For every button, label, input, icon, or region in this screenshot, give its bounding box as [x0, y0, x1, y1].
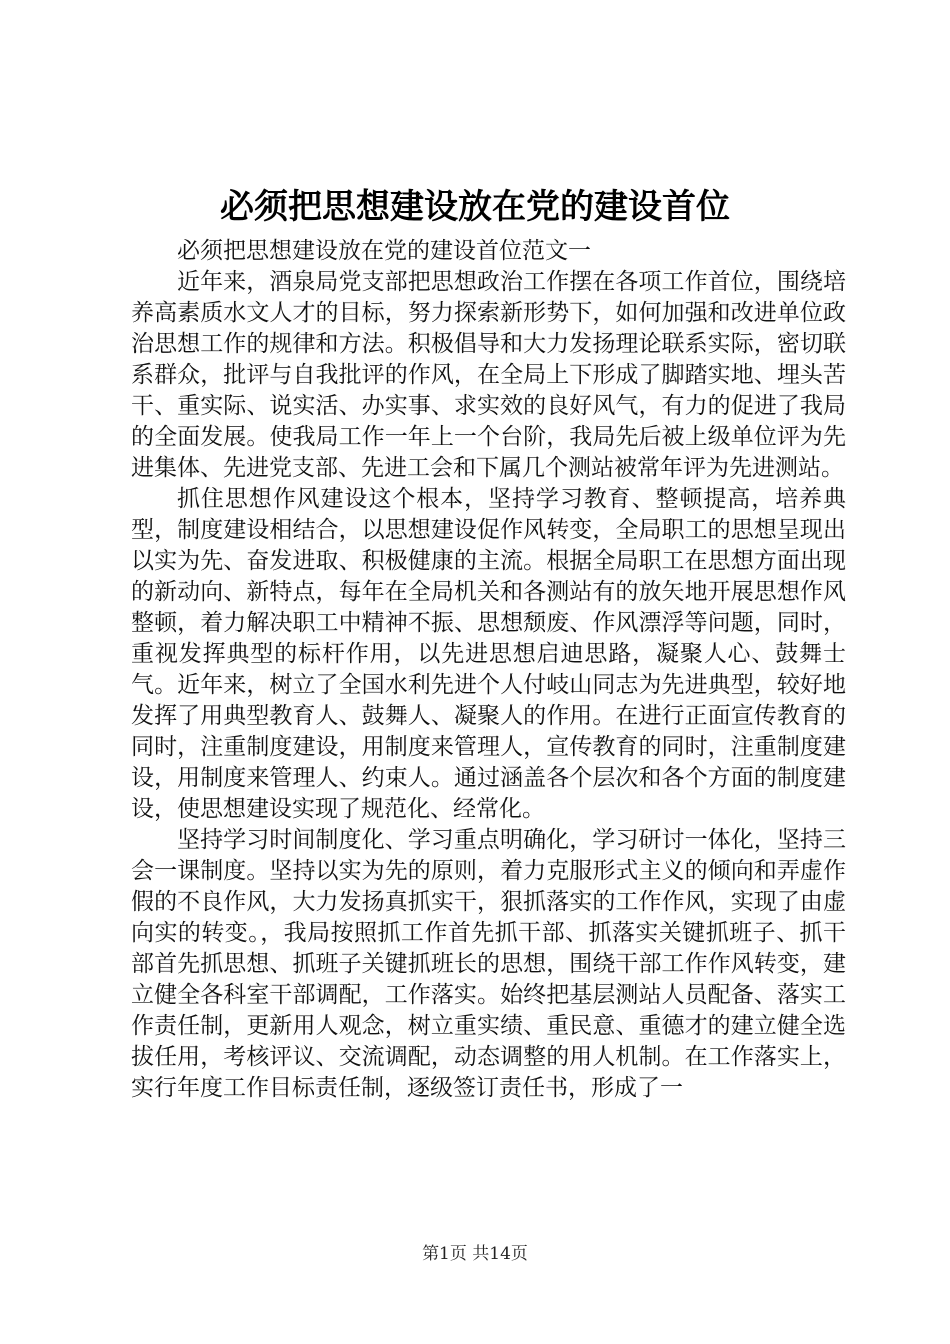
paragraph-subtitle: 必须把思想建设放在党的建设首位范文一	[177, 238, 591, 264]
paragraph: 坚持学习时间制度化、学习重点明确化，学习研讨一体化，坚持三会一课制度。坚持以实为先的原则，着力克服形式主义的倾向和弄虚作假的不良作风，大力发扬真抓实干，狠抓落实的工作作风，实现了由虚向实的转变。，我局按照抓工作首先抓干部、抓落实关键抓班子、抓干部首先抓思想、抓班子关键抓班长的思想，围绕干部工作作风转变，建立健全各科室干部调配，工作落实。始终把基层测站人员配备、落实工作责任制，更新用人观念，树立重实绩、重民意、重德才的建立健全选拔任用，考核评议、交流调配，动态调整的用人机制。在工作落实上，实行年度工作目标责任制，逐级签订责任书，形成了一	[131, 827, 846, 1101]
page-number-footer: 第1页 共14页	[422, 1244, 528, 1264]
paragraph: 抓住思想作风建设这个根本，坚持学习教育、整顿提高，培养典型，制度建设相结合，以思想建设促作风转变，全局职工的思想呈现出以实为先、奋发进取、积极健康的主流。根据全局职工在思想方面出现的新动向、新特点，每年在全局机关和各测站有的放矢地开展思想作风整顿，着力解决职工中精神不振、思想颓废、作风漂浮等问题，同时，重视发挥典型的标杆作用，以先进思想启迪思路，凝聚人心、鼓舞士气。近年来，树立了全国水利先进个人付岐山同志为先进典型，较好地发挥了用典型教育人、鼓舞人、凝聚人的作用。在进行正面宣传教育的同时，注重制度建设，用制度来管理人，宣传教育的同时，注重制度建设，用制度来管理人、约束人。通过涵盖各个层次和各个方面的制度建设，使思想建设实现了规范化、经常化。	[131, 486, 846, 822]
document-title: 必须把思想建设放在党的建设首位	[220, 187, 730, 227]
document-body	[131, 236, 846, 1104]
paragraph: 近年来，酒泉局党支部把思想政治工作摆在各项工作首位，围绕培养高素质水文人才的目标，努力探索新形势下，如何加强和改进单位政治思想工作的规律和方法。积极倡导和大力发扬理论联系实际，密切联系群众，批评与自我批评的作风，在全局上下形成了脚踏实地、埋头苦干、重实际、说实活、办实事、求实效的良好风气，有力的促进了我局的全面发展。使我局工作一年上一个台阶，我局先后被上级单位评为先进集体、先进党支部、先进工会和下属几个测站被常年评为先进测站。	[131, 269, 846, 481]
